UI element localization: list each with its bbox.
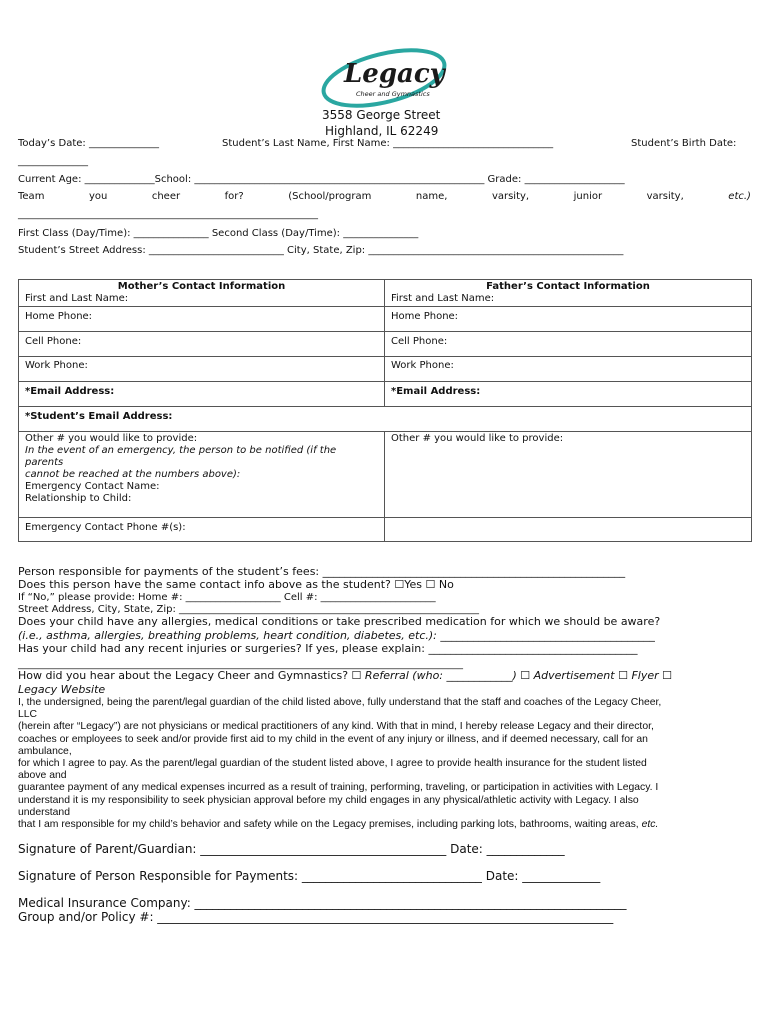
birth-date-label: Student’s Birth Date: [631,138,737,149]
contact-table [18,279,752,542]
release-last-text: that I am responsible for my child’s behavior and safety while on the Legacy premises, including parking lots, bathrooms, waiting areas, [18,819,642,831]
mother-name-cell[interactable] [19,280,385,307]
father-name-cell[interactable] [385,280,752,307]
father-email-cell[interactable] [385,382,752,407]
release-paragraph [18,697,758,831]
cell-phone-label: Cell Phone: [391,336,448,347]
work-phone-label: Work Phone: [25,360,88,371]
other-number-label: Other # you would like to provide: [391,433,564,444]
referral-options[interactable]: Referral (who: ____________) ☐ Advertisement ☐ Flyer ☐ [364,669,672,682]
referral-website-option[interactable]: Legacy Website [18,683,106,696]
emergency-info-cell[interactable] [19,432,385,518]
mother-email-cell[interactable] [19,382,385,407]
team-word: you [88,191,108,202]
father-work-phone-cell[interactable] [385,357,752,382]
release-line: understand it is my responsibility to seek physician approval before my child engages in any physical/athletic activity with Legacy. I also [18,794,639,806]
if-no-phone-field[interactable]: If “No,” please provide: Home #: ___________________ Cell #: _______________________ [18,592,436,603]
emergency-note-line: cannot be reached at the numbers above): [25,469,241,480]
mother-home-phone-cell[interactable] [19,307,385,332]
logo-subtitle: Cheer and Gymnastics [356,90,430,98]
referral-text: How did you hear about the Legacy Cheer and Gymnastics? ☐ [18,669,365,682]
release-line: above and [18,770,67,782]
father-other-number-cell[interactable] [385,432,752,518]
student-name-field[interactable]: Student’s Last Name, First Name: ________________________________ [222,138,554,149]
address-city: Highland, IL 62249 [325,124,439,138]
release-line: guarantee payment of any medical expenses incurred as a result of training, performing, traveling, or participation in activities with Legacy. I [18,782,659,794]
team-question [18,191,751,202]
team-word: varsity, [646,191,684,202]
team-word: cheer [151,191,181,202]
father-home-phone-cell[interactable] [385,307,752,332]
class-times-field[interactable]: First Class (Day/Time): _______________ Second Class (Day/Time): _______________ [18,228,419,239]
release-etc: etc. [641,819,659,831]
street-address-field[interactable]: Student’s Street Address: ___________________________ City, State, Zip: ___________________________________________________ [18,245,624,256]
student-email-cell[interactable] [19,407,752,432]
team-word: Team [18,191,45,202]
injuries-field[interactable]: Has your child had any recent injuries or surgeries? If yes, please explain: ______________________________________ [18,642,638,655]
policy-number-field[interactable]: Group and/or Policy #: ____________________________________________________________________________ [18,910,614,924]
team-field[interactable]: ____________________________________________________________ [18,209,318,220]
release-line: (herein after “Legacy”) are not physicians or medical practitioners of any kind. With that in mind, I hereby release Legacy and their director, [18,721,654,733]
relationship-label: Relationship to Child: [25,493,132,504]
email-label: *Email Address: [25,386,115,397]
release-line [18,819,758,831]
release-line: I, the undersigned, being the parent/legal guardian of the child listed above, fully understand that the staff and coaches of the Legacy Cheer, [18,697,662,708]
release-line: understand [18,806,70,818]
allergies-field[interactable]: (i.e., asthma, allergies, breathing problems, heart condition, diabetes, etc.): _______________________________________ [18,629,655,642]
team-word: (School/program [288,191,372,202]
referral-question[interactable] [18,669,672,682]
birth-date-field[interactable]: ______________ [18,156,88,167]
emergency-phone-label: Emergency Contact Phone #(s): [25,522,186,533]
legacy-logo [318,46,450,108]
home-phone-label: Home Phone: [25,311,93,322]
mother-work-phone-cell[interactable] [19,357,385,382]
other-number-label: Other # you would like to provide: [25,433,198,444]
address-street: 3558 George Street [322,108,441,122]
email-label: *Email Address: [391,386,481,397]
release-line: ambulance, [18,745,72,757]
mother-first-last-label: First and Last Name: [25,293,129,304]
father-cell-phone-cell[interactable] [385,332,752,357]
team-word: etc.) [728,191,751,202]
home-phone-label: Home Phone: [391,311,459,322]
emergency-phone-cell[interactable] [19,518,385,542]
work-phone-label: Work Phone: [391,360,454,371]
student-email-label: *Student’s Email Address: [25,411,173,422]
emergency-name-label: Emergency Contact Name: [25,481,160,492]
emergency-note-line: parents [25,457,64,468]
empty-cell [385,518,752,542]
logo-wordmark: Legacy [344,59,445,89]
release-line: coaches or employees to seek and/or provide first aid to my child in the event of any injury or illness, and if deemed necessary, call for an [18,733,648,745]
cell-phone-label: Cell Phone: [25,336,82,347]
injuries-extra-line[interactable]: _________________________________________________________________________________________ [18,659,463,670]
emergency-note-line: In the event of an emergency, the person to be notified (if the [25,445,337,456]
team-word: for? [224,191,244,202]
team-word: varsity, [491,191,530,202]
insurance-company-field[interactable]: Medical Insurance Company: ________________________________________________________________________ [18,896,627,910]
payment-responsible-field[interactable]: Person responsible for payments of the student’s fees: _______________________________________________________ [18,565,626,578]
release-line: for which I agree to pay. As the parent/legal guardian of the student listed above, I agree to provide health insurance for the student listed [18,758,647,770]
release-line: LLC [18,709,38,721]
payer-address-field[interactable]: Street Address, City, State, Zip: ____________________________________________________________ [18,604,480,615]
team-word: junior [573,191,603,202]
same-contact-question[interactable]: Does this person have the same contact info above as the student? ☐Yes ☐ No [18,578,454,591]
mother-cell-phone-cell[interactable] [19,332,385,357]
todays-date-field[interactable]: Today’s Date: ______________ [18,138,159,149]
allergies-question: Does your child have any allergies, medical conditions or take prescribed medication for which we should be aware? [18,615,661,628]
payer-signature-field[interactable]: Signature of Person Responsible for Payments: ______________________________ Date: _____________ [18,869,601,883]
mother-header: Mother’s Contact Information [117,281,286,292]
father-header: Father’s Contact Information [486,281,650,292]
father-first-last-label: First and Last Name: [391,293,495,304]
parent-signature-field[interactable]: Signature of Parent/Guardian: _________________________________________ Date: _____________ [18,842,565,856]
age-school-grade-field[interactable]: Current Age: ______________School: __________________________________________________________ Grade: ____________________ [18,174,625,185]
team-word: name, [415,191,448,202]
